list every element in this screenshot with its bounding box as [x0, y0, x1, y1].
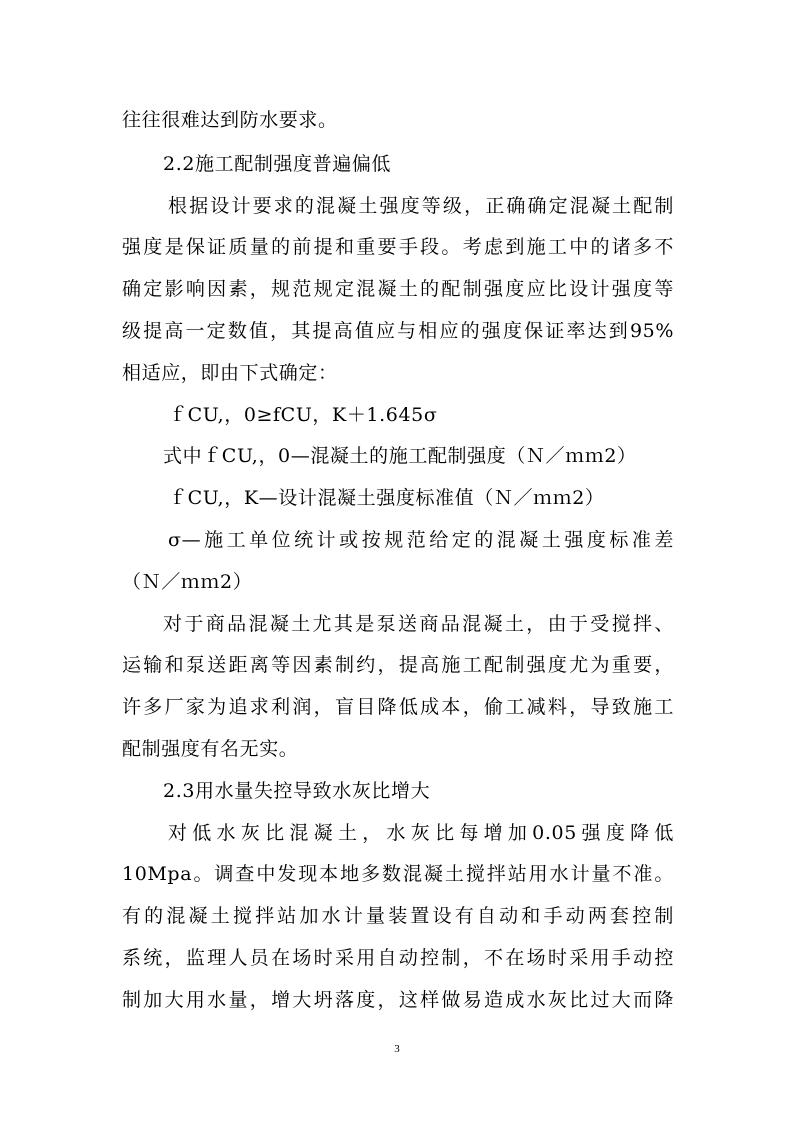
formula-definition-line: ｆCU,，K—设计混凝土强度标准值（Ｎ／ｍｍ2） — [168, 487, 605, 509]
paragraph-line: 级提高一定数值，其提高值应与相应的强度保证率达到95% — [122, 320, 674, 342]
paragraph-line: 根据设计要求的混凝土强度等级，正确确定混凝土配制 — [168, 195, 674, 217]
paragraph-line: 对于商品混凝土尤其是泵送商品混凝土，由于受搅拌、 — [163, 613, 674, 635]
paragraph-line: 运输和泵送距离等因素制约，提高施工配制强度尤为重要， — [122, 654, 674, 676]
page-number: 3 — [394, 1043, 400, 1055]
paragraph-line: 对低水灰比混凝土，水灰比每增加0.05强度降低 — [168, 822, 674, 844]
formula-definition-line: σ—施工单位统计或按规范给定的混凝土强度标准差 — [168, 529, 674, 551]
paragraph-line: 确定影响因素，规范规定混凝土的配制强度应比设计强度等 — [122, 278, 674, 300]
paragraph-line: 许多厂家为追求利润，盲目降低成本，偷工减料，导致施工 — [122, 696, 674, 718]
paragraph-line: 强度是保证质量的前提和重要手段。考虑到施工中的诸多不 — [122, 236, 674, 258]
paragraph-line: 相适应，即由下式确定： — [122, 362, 338, 384]
section-heading-2-3: 2.3用水量失控导致水灰比增大 — [163, 780, 431, 802]
formula-line: ｆCU,，0≥fCU，K＋1.645σ — [168, 404, 438, 426]
section-heading-2-2: 2.2施工配制强度普遍偏低 — [163, 153, 392, 175]
paragraph-line: 系统，监理人员在场时采用自动控制，不在场时采用手动控 — [122, 947, 674, 969]
formula-definition-line: 式中ｆCU,，0—混凝土的施工配制强度（Ｎ／ｍｍ2） — [163, 445, 637, 467]
formula-unit-line: （Ｎ／ｍｍ2） — [122, 571, 253, 593]
paragraph-line: 有的混凝土搅拌站加水计量装置设有自动和手动两套控制 — [122, 905, 674, 927]
paragraph-line: 10Mpa。调查中发现本地多数混凝土搅拌站用水计量不准。 — [122, 863, 674, 885]
paragraph-line: 往往很难达到防水要求。 — [122, 109, 338, 131]
paragraph-line: 配制强度有名无实。 — [122, 738, 299, 760]
paragraph-line: 制加大用水量，增大坍落度，这样做易造成水灰比过大而降 — [122, 989, 674, 1011]
